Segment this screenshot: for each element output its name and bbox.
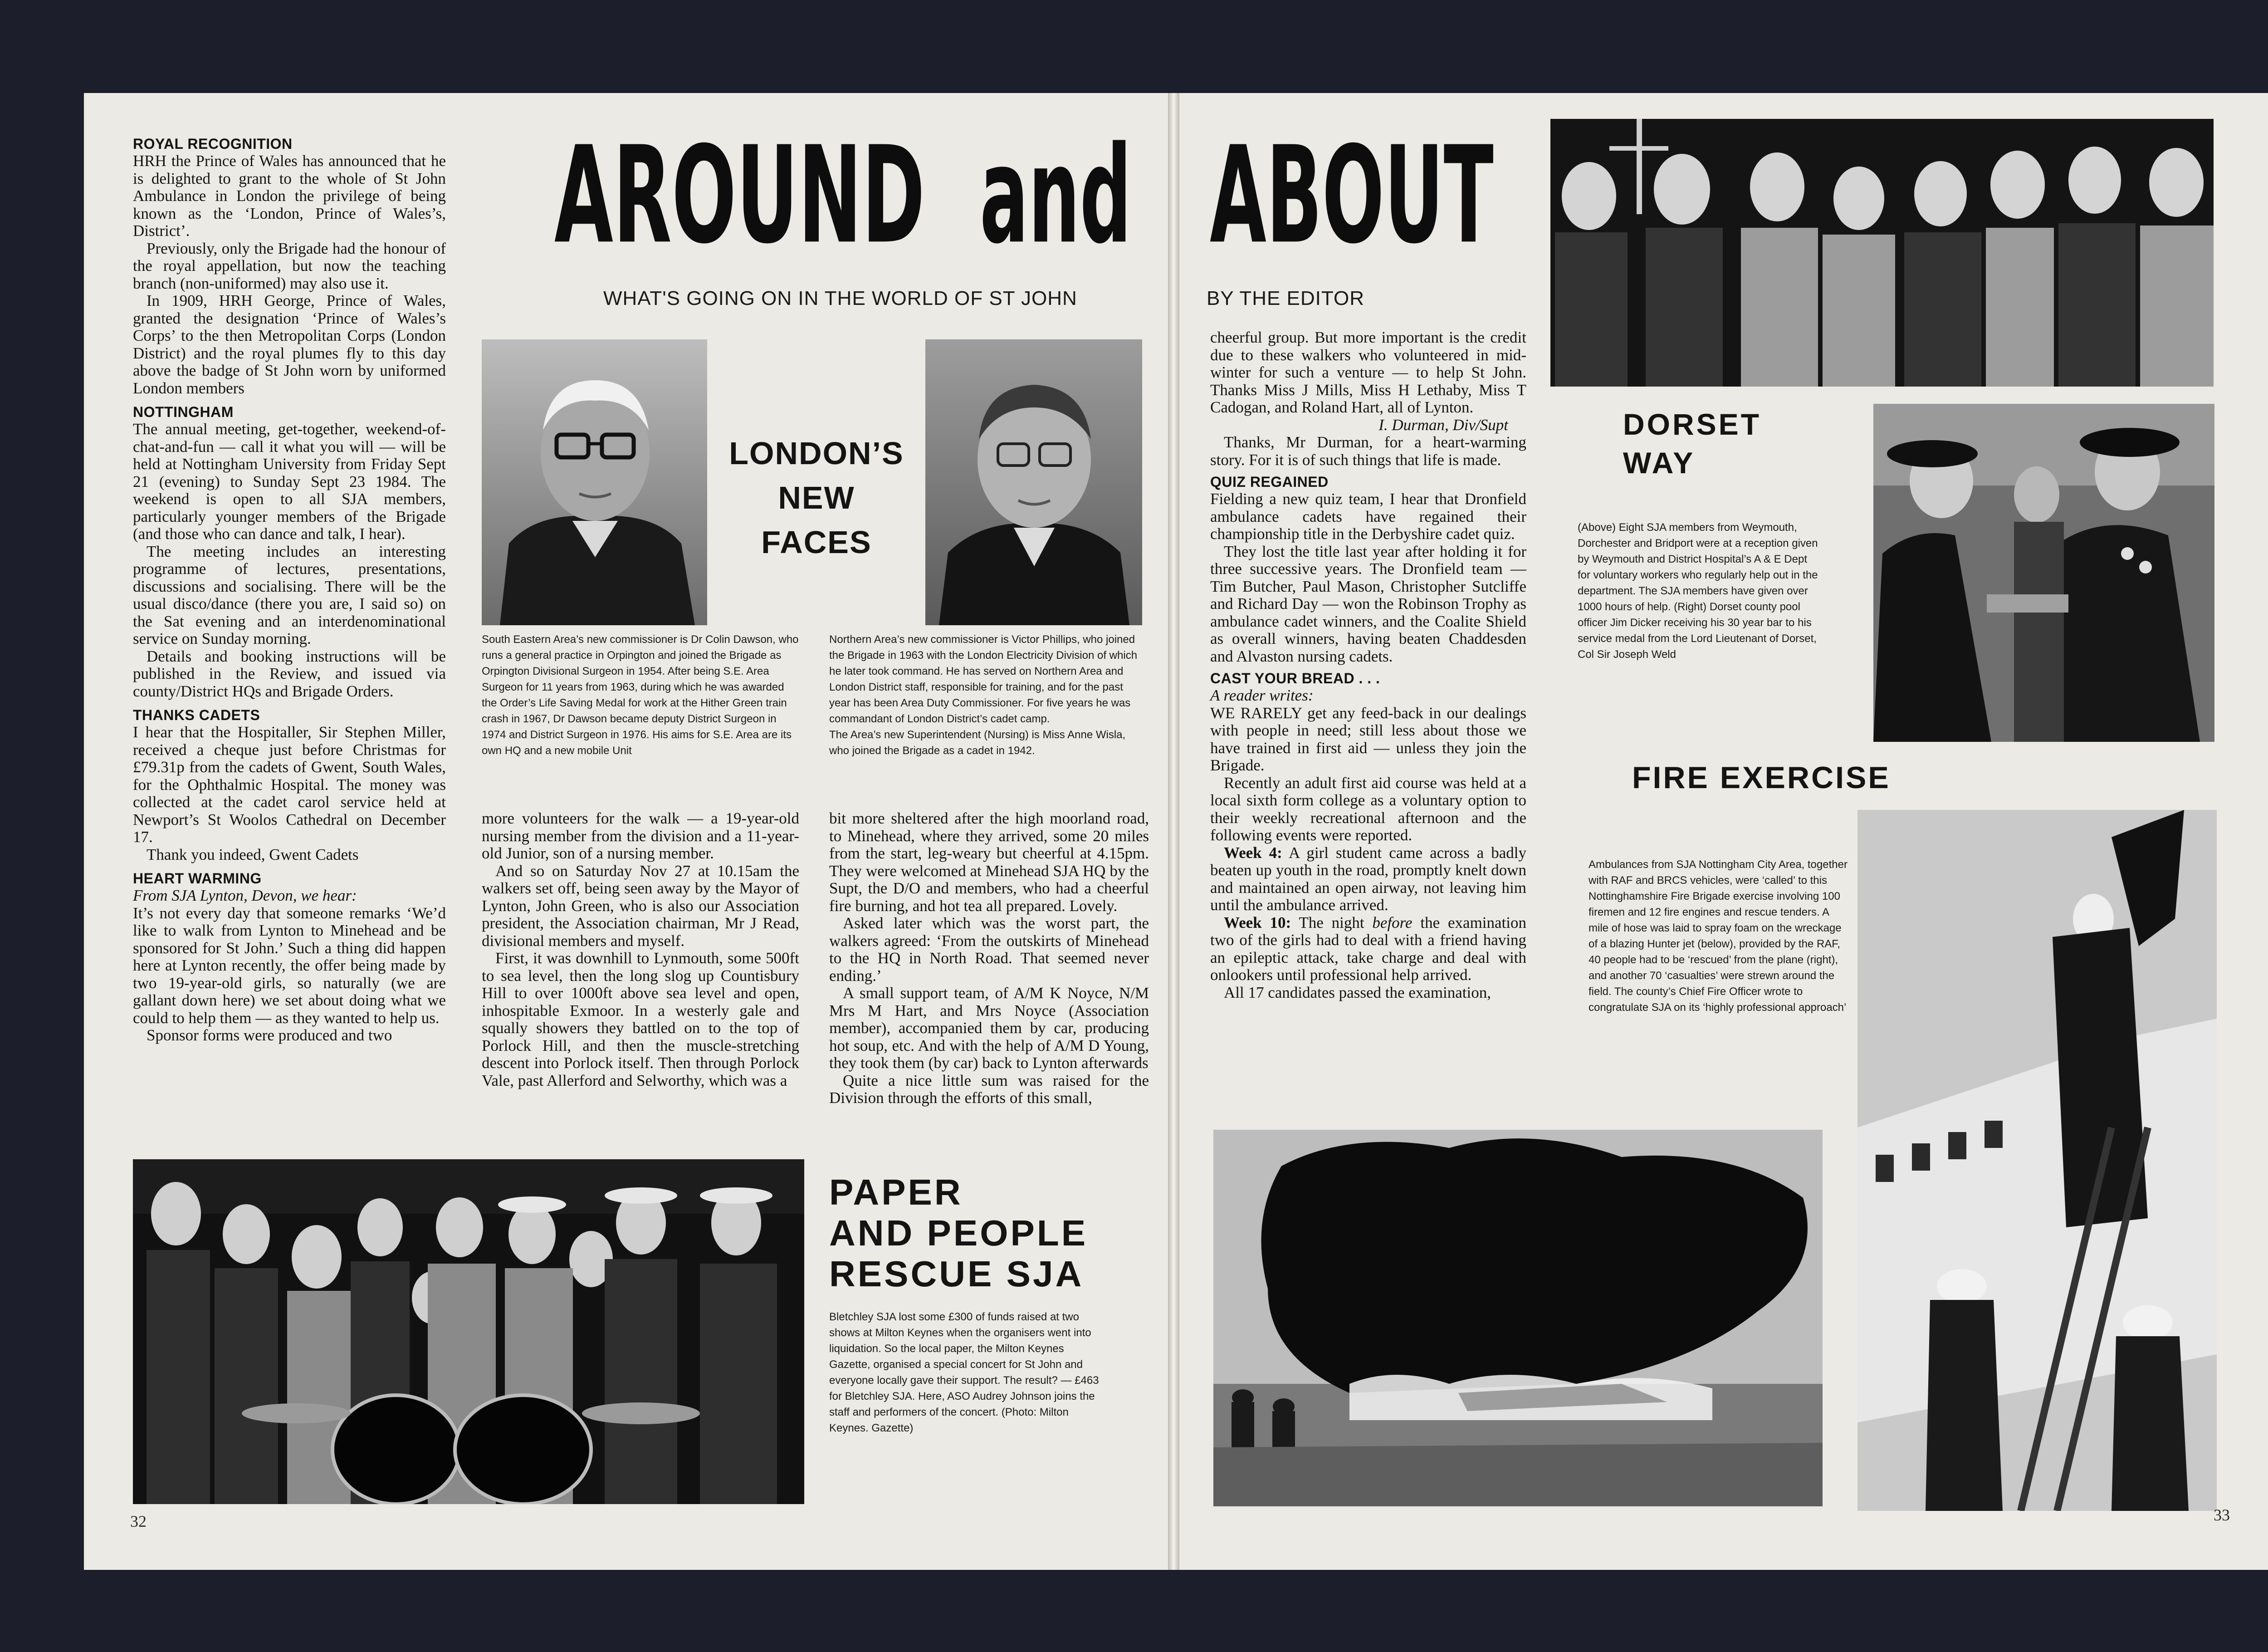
paragraph: Sponsor forms were produced and two: [147, 1026, 392, 1044]
paragraph: In 1909, HRH George, Prince of Wales, granted the designation ‘Prince of Wales’s Corps’ to the then Metropolitan Corps (London District) and the royal plumes fly to this day above the badge of St John worn by uniformed London members: [133, 292, 446, 397]
paragraph-intro: From SJA Lynton, Devon, we hear:: [133, 887, 357, 904]
paragraph: The meeting includes an interesting programme of lectures, presentations, discussions and socialising. There will be the usual disco/dance (there you are, I said so) on the Sat evening and an interdenominational service on Sunday morning.: [133, 542, 446, 647]
caption-fire-exercise: [1589, 857, 1852, 1015]
column-1: [133, 135, 446, 1044]
caption-colin-dawson: [482, 632, 799, 759]
caption-text: (Above) Eight SJA members from Weymouth, Dorchester and Bridport were at a reception given by Weymouth and District Hospital’s A & E Dept for voluntary workers who regularly help out in the department. The SJA members have given over 1000 hours of help. (Right) Dorset county pool officer Jim Dicker receiving his 30 year bar to his service medal from the Lord Lieutenant of Dorset, Col Sir Joseph Weld: [1578, 521, 1818, 661]
week-label: Week 4:: [1224, 843, 1282, 862]
paragraph: All 17 candidates passed the examination,: [1224, 983, 1491, 1001]
paper-people-title: [829, 1172, 1156, 1294]
paragraph: [1210, 844, 1526, 914]
photo-colin-dawson: [482, 339, 707, 625]
paragraph: cheerful group. But more important is the credit due to these walkers who volunteered in mid-winter for such a venture — to help St John. Thanks Miss J Mills, Miss H Lethaby, Miss T Cadogan, and Roland Hart, all of Lynton.: [1210, 328, 1526, 416]
caption-text: Bletchley SJA lost some £300 of funds raised at two shows at Milton Keynes when the organisers went into liquidation. So the local paper, the Milton Keynes Gazette, organised a special concert for St John and everyone locally gave their support. The result? — £463 for Bletchley SJA. Here, ASO Audrey Johnson joins the staff and performers of the concert. (Photo: Milton Keynes. Gazette): [829, 1311, 1099, 1434]
signature: I. Durman, Div/Supt: [1378, 416, 1508, 434]
caption-paper-people: [829, 1309, 1106, 1436]
paragraph: [1210, 914, 1526, 984]
section-heading-thanks-cadets: THANKS CADETS: [133, 707, 260, 723]
section-heading-royal-recognition: ROYAL RECOGNITION: [133, 136, 293, 152]
title-line: WAY: [1623, 446, 1696, 480]
paragraph: They lost the title last year after holding it for three successive years. The Dronfield team — Tim Butcher, Paul Mason, Christopher Sutcliffe and Richard Day — won the Robinson Trophy as ambulance cadet winners, and the Coalite Shield as overall winners, having beaten Chaddesden and Alvaston nursing cadets.: [1210, 542, 1526, 665]
week-text: A girl student came across a badly beaten up youth in the road, promptly knelt down and maintained an open airway, not leaving him until the ambulance arrived.: [1210, 843, 1526, 914]
paragraph: I hear that the Hospitaller, Sir Stephen Miller, received a cheque just before Christmas for £79.31p from the cadets of Gwent, South Wales, for the Ophthalmic Hospital. The money was collected at the cadet carol service held at Newport’s St Woolos Cathedral on December 17.: [133, 723, 446, 846]
photo-medal-presentation: [1873, 404, 2214, 742]
section-heading-nottingham: NOTTINGHAM: [133, 404, 234, 420]
page-number-left: 32: [130, 1512, 147, 1530]
photo-victor-phillips: [925, 339, 1142, 625]
paragraph: It’s not every day that someone remarks ‘We’d like to walk from Lynton to Minehead and be sponsored for St John.’ Such a thing did happen here at Lynton recently, the offer being made by two 19-year-old girls, so naturally (we are gallant down here) we set about doing what we could to help them — as they wanted to help us.: [133, 904, 446, 1027]
paragraph: Thanks, Mr Durman, for a heart-warming story. For it is of such things that life is made.: [1210, 433, 1526, 469]
paragraph: HRH the Prince of Wales has announced that he is delighted to grant to the whole of St John Ambulance in London the privilege of being known as the ‘London, Prince of Wales’s, District’.: [133, 152, 446, 240]
headline-and: and: [980, 117, 1132, 274]
caption-text: Northern Area’s new commissioner is Victor Phillips, who joined the Brigade in 1963 with the London Electricity Division of which he later took command. He has served on Northern Area and London District staff, responsible for training, and for the past year has been Area Duty Commissioner. For five years he was commandant of London District’s cadet camp.: [829, 633, 1138, 725]
section-heading-heart-warming: HEART WARMING: [133, 870, 262, 887]
paragraph: Quite a nice little sum was raised for the Division through the efforts of this small,: [829, 1071, 1149, 1107]
title-line: DORSET: [1623, 407, 1762, 441]
paragraph: Thank you indeed, Gwent Cadets: [147, 845, 359, 863]
title-line: PAPER: [829, 1172, 963, 1212]
paragraph: more volunteers for the walk — a 19-year-old nursing member from the division and a 11-year-old Junior, son of a nursing member.: [482, 809, 799, 862]
paragraph: Asked later which was the worst part, the walkers agreed: ‘From the outskirts of Minehead to the HQ in North Road. That seemed never ending.’: [829, 914, 1149, 985]
photo-plane-rescue: [1857, 810, 2217, 1511]
week-label: Week 10:: [1224, 913, 1291, 931]
headline-about: ABOUT: [1210, 117, 1494, 274]
paragraph: And so on Saturday Nov 27 at 10.15am the walkers set off, being seen away by the Mayor of Lynton, John Green, who is also our Association president, the Association chairman, Mr J Read, divisional members and myself.: [482, 862, 799, 950]
section-heading-cast-your-bread: CAST YOUR BREAD . . .: [1210, 670, 1380, 686]
paragraph: The annual meeting, get-together, weekend-of-chat-and-fun — call it what you will — will be held at Nottingham University from Friday Sept 21 (evening) to Sunday Sept 23 1984. The weekend is open to all SJA members, particularly younger members of the Brigade (and those who can dance and talk, I hear).: [133, 420, 446, 543]
paragraph: A small support team, of A/M K Noyce, N/M Mrs M Hart, and Mrs Noyce (Association member), accompanied them by car, producing hot soup, etc. And with the help of A/M D Young, they took them (by car) back to Lynton afterwards: [829, 984, 1149, 1072]
caption-dorset-way: [1578, 520, 1823, 662]
week-text: The night: [1291, 913, 1373, 931]
paragraph: Previously, only the Brigade had the honour of the royal appellation, but now the teaching branch (non-uniformed) may also use it.: [133, 239, 446, 292]
title-line: LONDON’S: [729, 436, 904, 471]
section-heading-quiz-regained: QUIZ REGAINED: [1210, 474, 1329, 490]
week-text: the examination two of the girls had to deal with a friend having an epileptic attack, take charge and deal with onlookers until professional help arrived.: [1210, 913, 1527, 984]
title-line: FACES: [761, 525, 872, 560]
headline-around: AROUND: [554, 117, 925, 274]
paragraph-intro: A reader writes:: [1210, 686, 1314, 704]
title-line: NEW: [778, 480, 855, 515]
caption-text: Ambulances from SJA Nottingham City Area, together with RAF and BRCS vehicles, were ‘called’ to this Nottinghamshire Fire Brigade exercise involving 100 firemen and 12 fire engines and rescue tenders. A mile of hose was laid to spray foam on the wreckage of a blazing Hunter jet (below), provided by the RAF, 40 people had to be ‘rescued’ from the plane (right), and another 70 ‘casualties’ were strewn around the field. The county’s Chief Fire Officer wrote to congratulate SJA on its ‘highly professional approach’: [1589, 858, 1848, 1014]
paragraph: Details and booking instructions will be published in the Review, and issued via county/District HQs and Brigade Orders.: [133, 647, 446, 700]
byline: BY THE EDITOR: [1207, 287, 1364, 309]
paragraph: First, it was downhill to Lynmouth, some 500ft to sea level, then the long slog up Countisbury Hill to over 1000ft above sea level and open, inhospitable Exmoor. In a westerly gale and squally showers they battled on to the top of Porlock Hill, and then the muscle-stretching descent into Porlock itself. Then through Porlock Vale, past Allerford and Selworthy, which was a: [482, 949, 799, 1089]
column-3: [829, 810, 1149, 1107]
london-new-faces-title: [712, 431, 921, 564]
fire-exercise-title: FIRE EXERCISE: [1632, 760, 1891, 795]
column-2: [482, 810, 799, 1089]
page-spine: [1168, 93, 1179, 1570]
paragraph: bit more sheltered after the high moorland road, to Minehead, where they arrived, some 20 miles from the start, leg-weary but cheerful at 4.15pm. They were welcomed at Minehead SJA HQ by the Supt, the D/O and members, who had a cheerful fire burning, and hot tea all prepared. Lovely.: [829, 809, 1149, 915]
column-4: [1210, 329, 1526, 1001]
photo-weymouth-reception: [1550, 119, 2214, 387]
caption-victor-phillips: [829, 632, 1147, 759]
paragraph: Fielding a new quiz team, I hear that Dronfield ambulance cadets have regained their championship title in the Derbyshire cadet quiz.: [1210, 490, 1526, 543]
paragraph: WE RARELY get any feed-back in our dealings with people in need; still less about those we have trained in first aid — unless they join the Brigade.: [1210, 704, 1526, 774]
emphasis: before: [1372, 913, 1413, 931]
photo-bletchley-concert: [133, 1159, 804, 1504]
title-line: RESCUE SJA: [829, 1254, 1084, 1294]
paragraph: Recently an adult first aid course was held at a local sixth form college as a voluntary option to their weekly recreational afternoon and the following events were reported.: [1210, 774, 1526, 844]
caption-text: South Eastern Area’s new commissioner is Dr Colin Dawson, who runs a general practice in Orpington and joined the Brigade as Orpington Divisional Surgeon in 1954. After being S.E. Area Surgeon for 11 years from 1963, during which he was awarded the Order’s Life Saving Medal for work at the Hither Green train crash in 1967, Dr Dawson became deputy District Surgeon in 1974 and District Surgeon in 1976. His aims for S.E. Area are its own HQ and a new mobile Unit: [482, 633, 799, 757]
page-number-right: 33: [2214, 1506, 2230, 1524]
caption-text: The Area’s new Superintendent (Nursing) is Miss Anne Wisla, who joined the Brigade as a cadet in 1942.: [829, 729, 1126, 757]
dorset-way-title: [1623, 405, 1813, 482]
subtitle: WHAT'S GOING ON IN THE WORLD OF ST JOHN: [603, 287, 1077, 309]
title-line: AND PEOPLE: [829, 1213, 1088, 1253]
photo-blazing-jet: [1213, 1130, 1823, 1506]
